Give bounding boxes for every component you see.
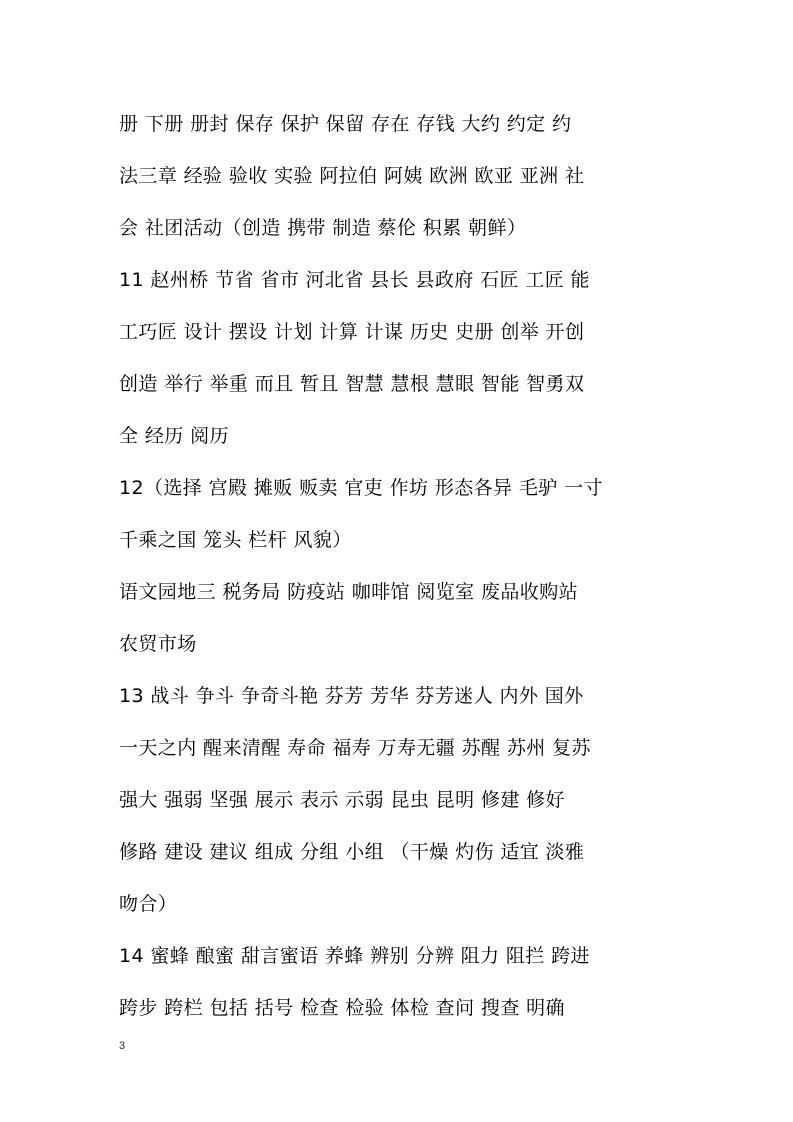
text-line: 创造 举行 举重 而且 暂且 智慧 慧根 慧眼 智能 智勇双 (119, 373, 585, 395)
text-line: 工巧匠 设计 摆设 计划 计算 计谋 历史 史册 创举 开创 (119, 321, 585, 343)
text-line: 吻合） (119, 893, 178, 915)
text-line: 会 社团活动（创造 携带 制造 蔡伦 积累 朝鲜） (119, 217, 527, 239)
page-number: 3 (119, 1040, 126, 1052)
text-line: 全 经历 阅历 (119, 425, 229, 447)
document-body (119, 104, 679, 1040)
text-line: 法三章 经验 验收 实验 阿拉伯 阿姨 欧洲 欧亚 亚洲 社 (119, 165, 585, 187)
text-line: 强大 强弱 坚强 展示 表示 示弱 昆虫 昆明 修建 修好 (119, 789, 565, 811)
text-line: 册 下册 册封 保存 保护 保留 存在 存钱 大约 约定 约 (119, 113, 572, 135)
text-line: 修路 建设 建议 组成 分组 小组 （干燥 灼伤 适宜 淡雅 (119, 841, 585, 863)
text-line: 12（选择 宫殿 摊贩 贩卖 官吏 作坊 形态各异 毛驴 一寸 (119, 477, 603, 499)
text-line: 一天之内 醒来清醒 寿命 福寿 万寿无疆 苏醒 苏州 复苏 (119, 737, 591, 759)
text-line: 农贸市场 (119, 633, 197, 655)
text-line: 13 战斗 争斗 争奇斗艳 芬芳 芳华 芬芳迷人 内外 国外 (119, 685, 584, 707)
text-line: 11 赵州桥 节省 省市 河北省 县长 县政府 石匠 工匠 能 (119, 269, 590, 291)
text-line: 千乘之国 笼头 栏杆 风貌） (119, 529, 352, 551)
text-line: 14 蜜蜂 酿蜜 甜言蜜语 养蜂 辨别 分辨 阻力 阻拦 跨进 (119, 945, 590, 967)
text-line: 跨步 跨栏 包括 括号 检查 检验 体检 查问 搜查 明确 (119, 997, 565, 1019)
text-line: 语文园地三 税务局 防疫站 咖啡馆 阅览室 废品收购站 (119, 581, 578, 603)
